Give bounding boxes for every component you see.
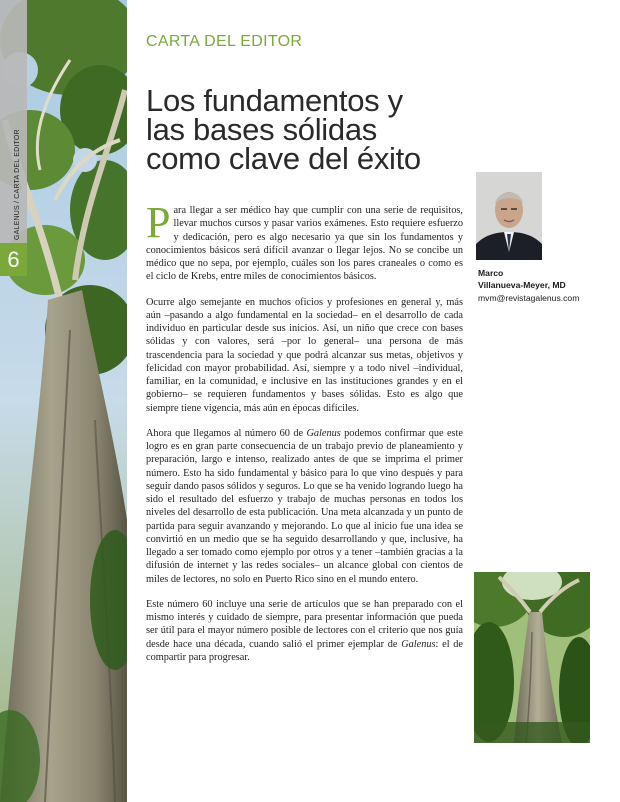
article-title	[146, 83, 476, 176]
trunk-photo	[474, 572, 590, 743]
paragraph-4-text-b: : el de compartir para progresar.	[146, 638, 463, 663]
paragraph-3-text-b: podemos confirmar que este logro es en gran parte consecuencia de un trabajo previo de planeamiento y preparación, largo e intenso, realizado antes de que se imprima el primer número. Esto ha sido fundamental y básico para lo que vino después y para seguir dando pasos sólidos y seguros. Lo que se ha venido logrando luego ha sido el resultado del esfuerzo y trabajo de muchas personas en todos los niveles del desarrollo de esta publicación. Una meta alcanzada y un punto de partida para seguir avanzando y mejorando. Lo que al inicio fue una idea se convirtió en un medio que se ha seguido desarrollando y que, inclusive, ha llegado a ser tomado como ejemplo por otros y a tener –también gracias a la difusión de internet y las redes sociales– un alcance global con cientos de miles de lectores, no solo en Puerto Rico sino en el mundo entero.	[146, 427, 463, 585]
author-first-name: Marco	[478, 268, 504, 278]
paragraph-3-text-a: Ahora que llegamos al número 60 de	[146, 427, 307, 439]
paragraph-1-text: ara llegar a ser médico hay que cumplir con una serie de requisitos, llevar muchos cursos y pasar varios exámenes. Esto requiere esfuerzo y dedicación, pero es algo necesario ya que sin los fundamentos y conocimientos básicos será difícil avanzar o llegar lejos. No se concibe un médico que no sepa, por ejemplo, cuáles son los pares craneales o como es el ciclo de Krebs, entre miles de conocimientos básicos.	[146, 205, 463, 283]
author-last-name: Villanueva-Meyer, MD	[478, 280, 566, 290]
paragraph-4	[146, 598, 463, 664]
author-name	[478, 267, 566, 291]
publication-name: Galenus	[401, 638, 436, 650]
author-photo	[476, 172, 542, 260]
publication-name: Galenus	[306, 427, 341, 439]
section-path-vertical: GALENUS / CARTA DEL EDITOR	[14, 129, 21, 240]
author-email[interactable]: mvm@revistagalenus.com	[478, 293, 580, 303]
section-label: CARTA DEL EDITOR	[146, 33, 303, 50]
drop-cap: P	[146, 198, 171, 247]
side-tab	[0, 0, 27, 802]
title-line-1: Los fundamentos y	[146, 83, 403, 118]
title-line-3: como clave del éxito	[146, 141, 421, 176]
article-body	[146, 198, 463, 676]
paragraph-2: Ocurre algo semejante en muchos oficios y profesiones en general y, más aún –pasando a algo fundamental en la sociedad– en el desarrollo de cada individuo en particular desde sus inicios. Así, un niño que crece con bases sólidas y con valores, será –por lo general– una persona de más trascendencia para la sociedad y que podrá alcanzar sus metas, objetivos y felicidad con mayor probabilidad. Así, siempre y a todo nivel –individual, familiar, en la comunidad, e inclusive en las instituciones grandes y en el gobierno– se requieren fundamentos y bases sólidas. Esto es algo que siempre tiene vigencia, más aún en épocas difíciles.	[146, 296, 463, 414]
paragraph-3	[146, 427, 463, 586]
page-number: 6	[7, 247, 20, 272]
paragraph-1	[146, 198, 463, 284]
paragraph-4-text-a: Este número 60 incluye una serie de artículos que se han preparado con el mismo interés y cuidado de siempre, para presentar información que pueda ser útil para el mayor número posible de lectores con el criterio que nos guía desde hace una década, cuando salió el primer ejemplar de	[146, 598, 463, 650]
title-line-2: las bases sólidas	[146, 112, 377, 147]
